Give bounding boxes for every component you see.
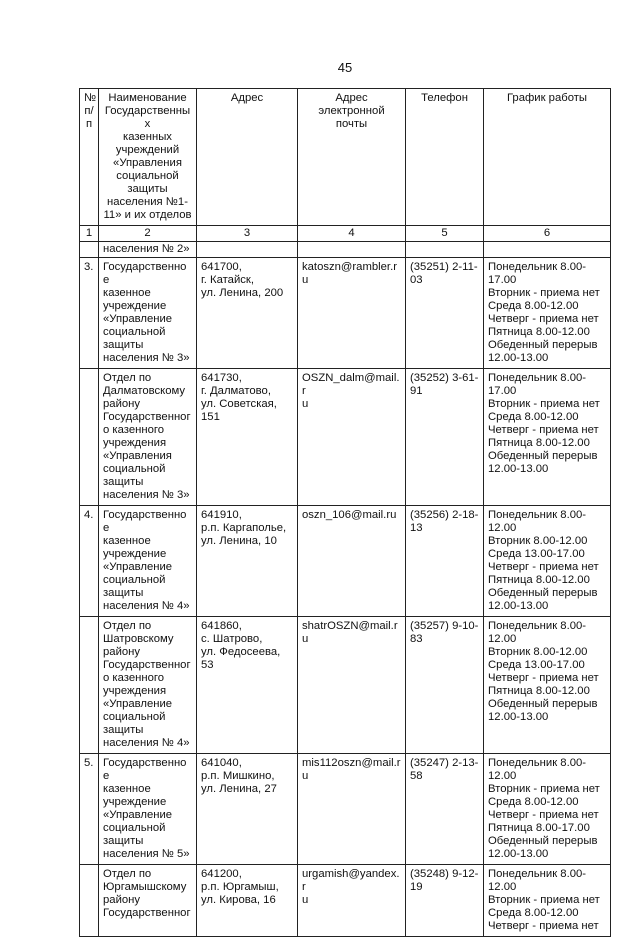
address-cell: 641040, р.п. Мишкино, ул. Ленина, 27 [197, 754, 298, 865]
column-number: 2 [99, 226, 197, 242]
row-number: 5. [80, 754, 99, 865]
phone-cell: (35248) 9-12- 19 [406, 865, 484, 937]
phone-cell: (35256) 2-18- 13 [406, 506, 484, 617]
table-cell [406, 242, 484, 258]
row-number: 3. [80, 258, 99, 369]
address-cell: 641860, с. Шатрово, ул. Федосеева, 53 [197, 617, 298, 754]
header-address: Адрес [197, 89, 298, 226]
table-row [80, 617, 611, 754]
phone-cell: (35251) 2-11- 03 [406, 258, 484, 369]
table-cell: населения № 2» [99, 242, 197, 258]
institution-name: Отдел по Далматовскому району Государственног о казенного учреждения «Управления социальной защиты населения № 3» [99, 369, 197, 506]
institution-name: Отдел по Шатровскому району Государственног о казенного учреждения «Управление социальной защиты населения № 4» [99, 617, 197, 754]
table-row [80, 369, 611, 506]
phone-cell: (35257) 9-10- 83 [406, 617, 484, 754]
email-cell: shatrOSZN@mail.ru [298, 617, 406, 754]
table-row [80, 506, 611, 617]
table-cell [298, 242, 406, 258]
schedule-cell: Понедельник 8.00-12.00 Вторник - приема нет Среда 8.00-12.00 Четверг - приема нет [484, 865, 611, 937]
header-email: Адрес электронной почты [298, 89, 406, 226]
schedule-cell: Понедельник 8.00-17.00 Вторник - приема нет Среда 8.00-12.00 Четверг - приема нет Пятница 8.00-12.00 Обеденный перерыв 12.00-13.00 [484, 369, 611, 506]
header-number: № п/п [80, 89, 99, 226]
address-cell: 641910, р.п. Каргаполье, ул. Ленина, 10 [197, 506, 298, 617]
table-row [80, 754, 611, 865]
row-number [80, 865, 99, 937]
table-cell [484, 242, 611, 258]
table-cell [197, 242, 298, 258]
schedule-cell: Понедельник 8.00-12.00 Вторник - приема нет Среда 8.00-12.00 Четверг - приема нет Пятница 8.00-17.00 Обеденный перерыв 12.00-13.00 [484, 754, 611, 865]
schedule-cell: Понедельник 8.00-12.00 Вторник 8.00-12.00 Среда 13.00-17.00 Четверг - приема нет Пятница 8.00-12.00 Обеденный перерыв 12.00-13.00 [484, 506, 611, 617]
header-phone: Телефон [406, 89, 484, 226]
table-row [80, 865, 611, 937]
page-number: 45 [337, 60, 353, 75]
email-cell: mis112oszn@mail.r u [298, 754, 406, 865]
email-cell: oszn_106@mail.ru [298, 506, 406, 617]
column-number: 3 [197, 226, 298, 242]
email-cell: urgamish@yandex.r u [298, 865, 406, 937]
table-header-row [80, 89, 611, 226]
row-number [80, 369, 99, 506]
institution-name: Отдел по Юргамышскому району Государственног [99, 865, 197, 937]
institution-name: Государственное казенное учреждение «Управление социальной защиты населения № 4» [99, 506, 197, 617]
column-numbers-row [80, 226, 611, 242]
schedule-cell: Понедельник 8.00-12.00 Вторник 8.00-12.00 Среда 13.00-17.00 Четверг - приема нет Пятница 8.00-12.00 Обеденный перерыв 12.00-13.00 [484, 617, 611, 754]
email-cell: OSZN_dalm@mail.r u [298, 369, 406, 506]
institution-name: Государственное казенное учреждение «Управление социальной защиты населения № 3» [99, 258, 197, 369]
address-cell: 641700, г. Катайск, ул. Ленина, 200 [197, 258, 298, 369]
row-number: 4. [80, 506, 99, 617]
column-number: 6 [484, 226, 611, 242]
institution-name: Государственное казенное учреждение «Управление социальной защиты населения № 5» [99, 754, 197, 865]
institutions-table [79, 88, 611, 937]
continuation-row [80, 242, 611, 258]
header-schedule: График работы [484, 89, 611, 226]
column-number: 4 [298, 226, 406, 242]
table-cell [80, 242, 99, 258]
address-cell: 641730, г. Далматово, ул. Советская, 151 [197, 369, 298, 506]
schedule-cell: Понедельник 8.00-17.00 Вторник - приема нет Среда 8.00-12.00 Четверг - приема нет Пятница 8.00-12.00 Обеденный перерыв 12.00-13.00 [484, 258, 611, 369]
phone-cell: (35247) 2-13- 58 [406, 754, 484, 865]
column-number: 5 [406, 226, 484, 242]
phone-cell: (35252) 3-61- 91 [406, 369, 484, 506]
header-name: Наименование Государственных казенных учреждений «Управления социальной защиты населения №1- 11» и их отделов [99, 89, 197, 226]
email-cell: katoszn@rambler.ru [298, 258, 406, 369]
column-number: 1 [80, 226, 99, 242]
address-cell: 641200, р.п. Юргамыш, ул. Кирова, 16 [197, 865, 298, 937]
row-number [80, 617, 99, 754]
table-row [80, 258, 611, 369]
